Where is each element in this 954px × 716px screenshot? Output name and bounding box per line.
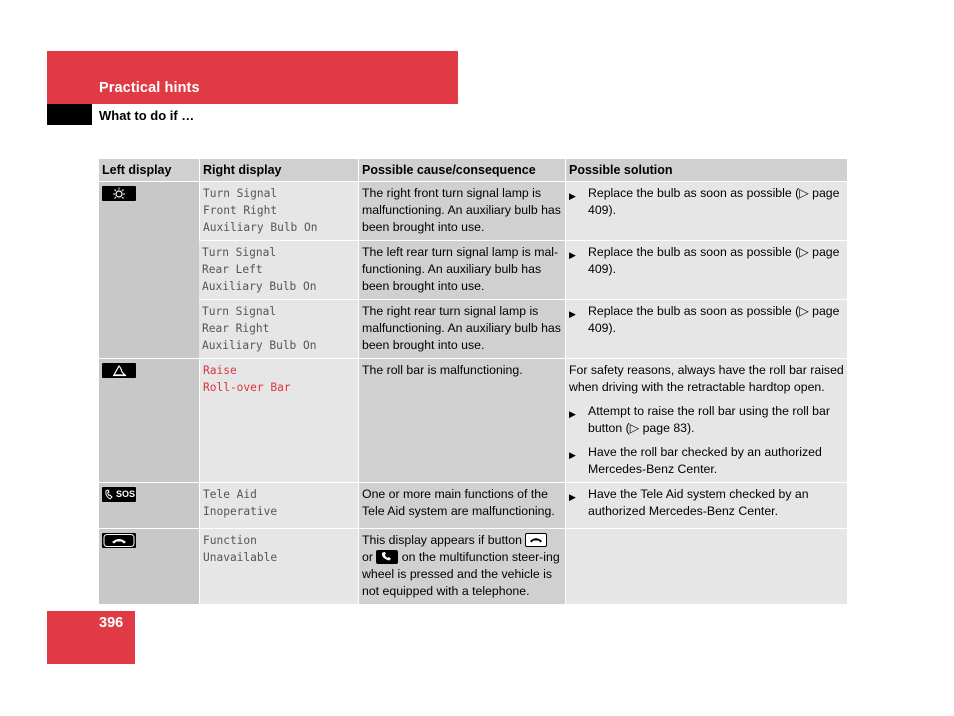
- bullet-arrow-icon: ▶: [569, 250, 576, 260]
- call-button-icon: [376, 550, 398, 564]
- bullet-arrow-icon: ▶: [569, 450, 576, 460]
- table-row: [99, 358, 847, 482]
- cause-text: The roll bar is malfunctioning.: [358, 358, 565, 482]
- left-display-cell: [99, 528, 199, 604]
- right-display-text: Turn Signal Rear Left Auxiliary Bulb On: [199, 240, 358, 299]
- table-row: [99, 181, 847, 240]
- bullet-arrow-icon: ▶: [569, 309, 576, 319]
- messages-table: [99, 159, 847, 604]
- subsection-marker: [47, 104, 92, 125]
- subsection-title: What to do if …: [99, 108, 195, 123]
- col-right-display: Right display: [199, 159, 358, 181]
- section-title: Practical hints: [99, 80, 200, 96]
- table-row: [99, 482, 847, 528]
- header-band: [47, 51, 458, 104]
- roll-bar-warning-icon: [102, 363, 136, 378]
- cause-text: The right front turn signal lamp is malfunctioning. An auxiliary bulb has been brought into use.: [358, 181, 565, 240]
- phone-end-icon: [102, 533, 136, 548]
- col-solution: Possible solution: [565, 159, 847, 181]
- solution-bullet: ▶ Attempt to raise the roll bar using the roll bar button (▷ page 83).: [569, 404, 830, 435]
- solution-bullet: ▶ Have the roll bar checked by an authorized Mercedes-Benz Center.: [569, 445, 822, 476]
- right-display-text: Turn Signal Rear Right Auxiliary Bulb On: [199, 299, 358, 358]
- bullet-arrow-icon: ▶: [569, 191, 576, 201]
- solution-bullet: ▶ Replace the bulb as soon as possible (▷ page 409).: [569, 304, 840, 335]
- solution-cell: [565, 358, 847, 482]
- solution-cell: [565, 181, 847, 240]
- right-display-text: Raise Roll-over Bar: [199, 358, 358, 482]
- table-row: [99, 240, 847, 299]
- cause-text: The left rear turn signal lamp is mal-functioning. An auxiliary bulb has been brought into use.: [358, 240, 565, 299]
- right-display-text: Tele Aid Inoperative: [199, 482, 358, 528]
- cause-text: One or more main functions of the Tele Aid system are malfunctioning.: [358, 482, 565, 528]
- page-number: 396: [99, 615, 124, 631]
- table-row: [99, 299, 847, 358]
- solution-cell: [565, 299, 847, 358]
- solution-bullet: ▶ Replace the bulb as soon as possible (▷ page 409).: [569, 245, 840, 276]
- table-row: [99, 528, 847, 604]
- left-display-cell: [99, 181, 199, 358]
- bullet-arrow-icon: ▶: [569, 492, 576, 502]
- solution-cell: [565, 528, 847, 604]
- cause-text: The right rear turn signal lamp is malfunctioning. An auxiliary bulb has been brought into use.: [358, 299, 565, 358]
- right-display-text: Function Unavailable: [199, 528, 358, 604]
- col-cause: Possible cause/consequence: [358, 159, 565, 181]
- solution-cell: [565, 240, 847, 299]
- col-left-display: Left display: [99, 159, 199, 181]
- hang-up-button-icon: [525, 533, 547, 547]
- turn-signal-bulb-icon: [102, 186, 136, 201]
- solution-bullet: ▶ Replace the bulb as soon as possible (▷ page 409).: [569, 186, 840, 217]
- solution-intro: For safety reasons, always have the roll bar raised when driving with the retractable hardtop open.: [569, 363, 844, 394]
- left-display-cell: [99, 482, 199, 528]
- cause-cell: This display appears if button or on the multifunction steer-ing wheel is pressed and the vehicle is not equipped with a telephone.: [358, 528, 565, 604]
- sos-phone-icon: SOS: [102, 487, 136, 502]
- left-display-cell: [99, 358, 199, 482]
- solution-bullet: ▶ Have the Tele Aid system checked by an authorized Mercedes-Benz Center.: [569, 487, 809, 518]
- table-header-row: [99, 159, 847, 181]
- solution-cell: [565, 482, 847, 528]
- bullet-arrow-icon: ▶: [569, 409, 576, 419]
- right-display-text: Turn Signal Front Right Auxiliary Bulb On: [199, 181, 358, 240]
